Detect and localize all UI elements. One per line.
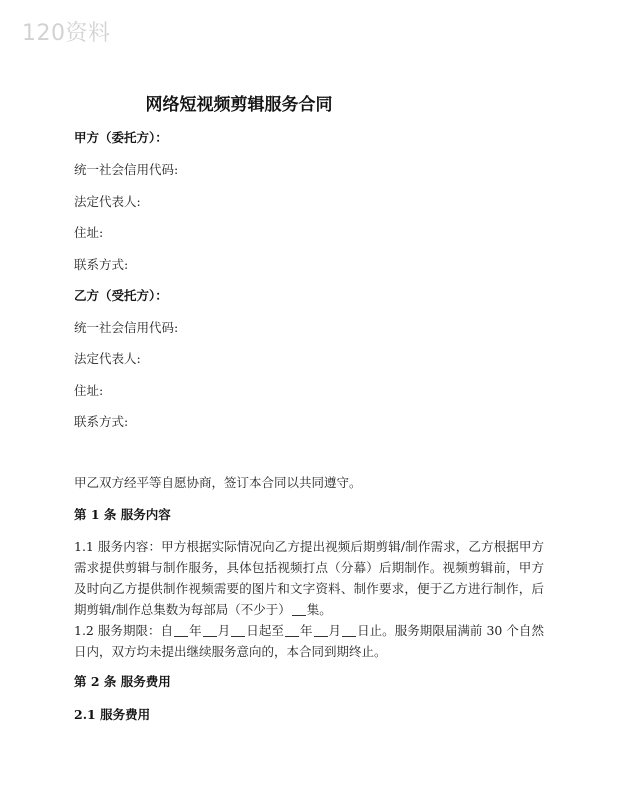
start-month-blank	[203, 624, 217, 637]
article-2-heading: 第 2 条 服务费用	[74, 674, 171, 689]
count-blank	[292, 603, 306, 616]
party-b-credit-code: 统一社会信用代码:	[74, 320, 179, 335]
end-month-blank	[314, 624, 328, 637]
clause-1-2-rest: 日止。服务期限届满前 30 个自然日内，双方均未提出继续服务意向的，本合同到期终止。	[74, 623, 544, 659]
clause-1-1-text: 1.1 服务内容：甲方根据实际情况向乙方提出视频后期剪辑/制作需求，乙方根据甲方需求提供剪辑与制作服务，具体包括视频打点（分幕）后期制作。视频剪辑前，甲方及时向乙方提供制作视频需要的图片和文字资料、制作要求，便于乙方进行制作，后期剪辑/制作总集数为每部局（不少于）	[74, 539, 544, 617]
party-a-address: 住址:	[74, 225, 104, 240]
article-1-heading: 第 1 条 服务内容	[74, 507, 171, 522]
watermark: 120资料	[22, 21, 111, 46]
party-a-credit-code: 统一社会信用代码:	[74, 162, 179, 177]
end-year-label: 年	[299, 623, 313, 638]
end-year-blank	[285, 624, 299, 637]
agreement-statement: 甲乙双方经平等自愿协商，签订本合同以共同遵守。	[74, 475, 362, 490]
party-b-address: 住址:	[74, 383, 104, 398]
party-b-legal-rep: 法定代表人:	[74, 351, 141, 366]
party-a-heading: 甲方（委托方）：	[74, 130, 168, 145]
clause-1-1	[74, 536, 544, 620]
start-day-blank	[231, 624, 245, 637]
end-month-label: 月	[328, 623, 342, 638]
end-day-blank	[342, 624, 356, 637]
party-a-contact: 联系方式:	[74, 257, 129, 272]
clause-1-1-end: 集。	[306, 602, 332, 617]
party-a-legal-rep: 法定代表人:	[74, 194, 141, 209]
clause-1-2	[74, 620, 544, 662]
party-b-heading: 乙方（受托方）：	[74, 288, 168, 303]
year-label: 年	[189, 623, 202, 638]
document-title: 网络短视频剪辑服务合同	[145, 95, 333, 115]
day-from-label: 日起至	[246, 623, 284, 638]
start-year-blank	[174, 624, 188, 637]
party-b-contact: 联系方式:	[74, 414, 129, 429]
clause-1-2-prefix: 1.2 服务期限：自	[74, 623, 174, 638]
sub-2-1-heading: 2.1 服务费用	[74, 707, 151, 722]
month-label: 月	[217, 623, 231, 638]
